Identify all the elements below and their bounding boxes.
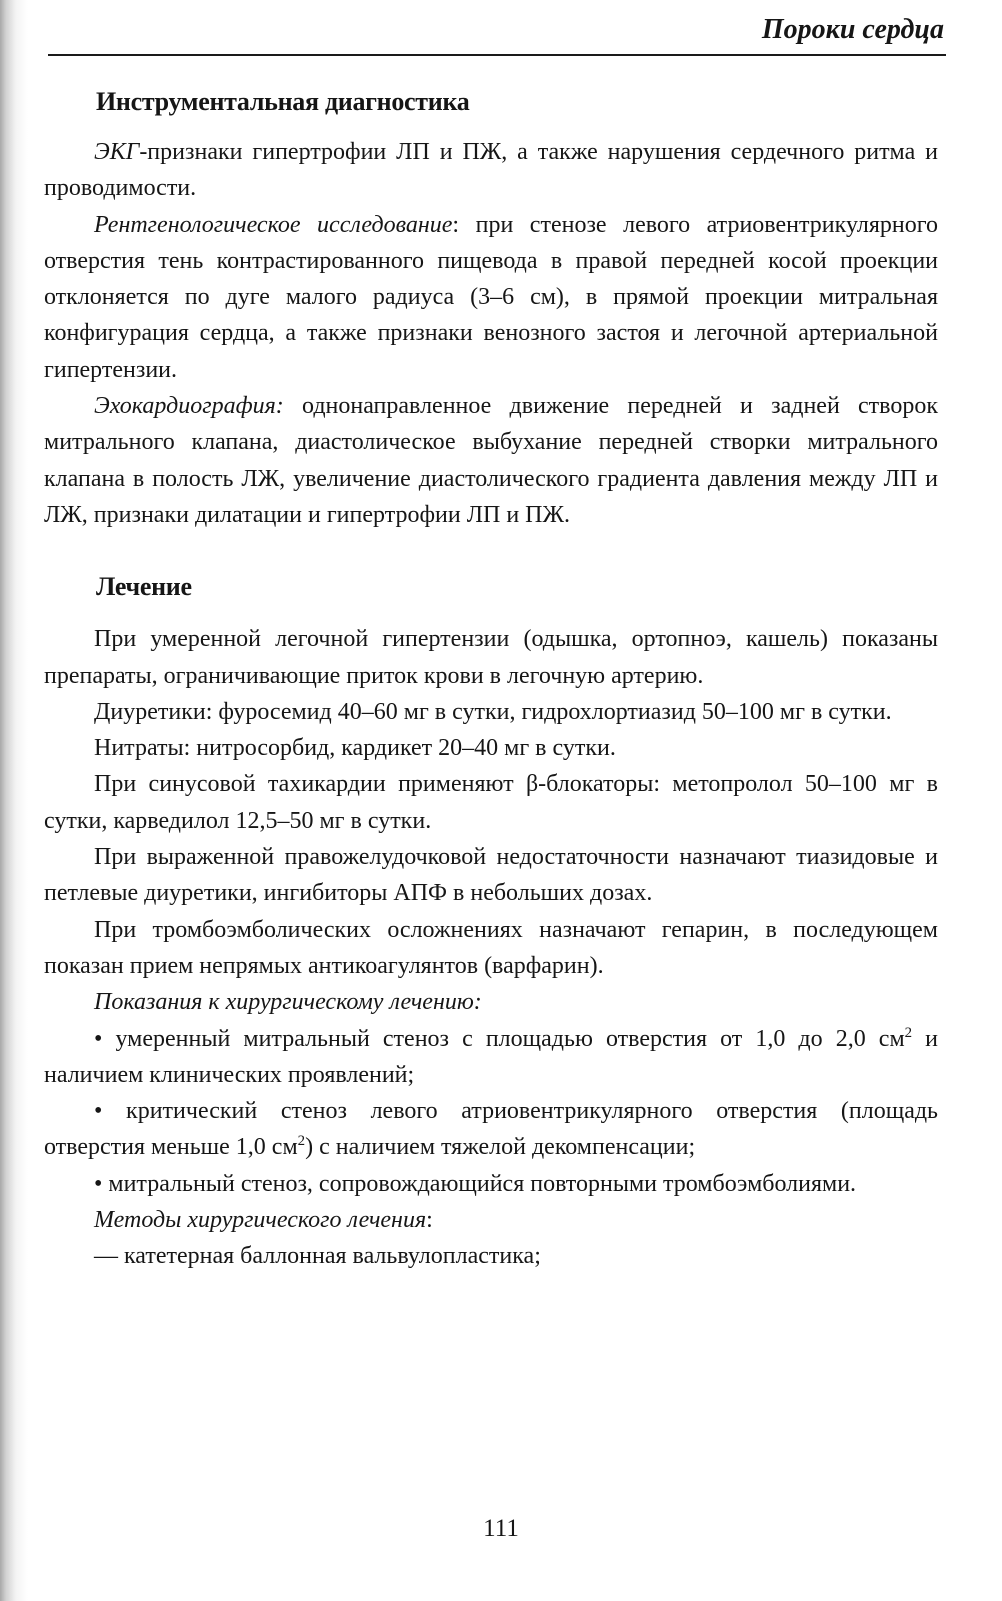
surgery-methods-colon: : [426,1207,433,1234]
xray-text: : при стенозе левого атриовентрикулярного отверстия тень контрастированного пищевода в правой передней косой проекции отклоняется по дуге малого радиуса (3–6 см), в прямой проекции митральная конфигурация сердца, а также признаки венозного застоя и легочной артериальной гипертензии. [44,211,938,383]
page-number: 111 [483,1515,519,1542]
xray-paragraph [44,207,938,388]
method-item-1: — катетерная баллонная вальвулопластика; [94,1243,541,1270]
indication-bullet-2-text: • критический стеноз левого атриовентрикулярного отверстия (площадь отверстия меньше 1,0 см [44,1098,938,1161]
echo-paragraph [44,388,938,533]
ecg-term: ЭКГ [94,139,140,165]
xray-term: Рентгенологическое исследование [94,211,453,238]
spacer [44,533,938,567]
superscript: 2 [904,1024,913,1041]
header-rule [48,54,946,56]
running-header: Пороки сердца [761,14,944,45]
treatment-heading: Лечение [96,572,192,602]
indication-bullet-1 [44,1021,938,1094]
treatment-paragraph-1: При умеренной легочной гипертензии (одышка, ортопноэ, кашель) показаны препараты, ограничивающие приток крови в легочную артерию. [44,626,938,689]
surgery-indications-heading: Показания к хирургическому лечению: [94,989,482,1016]
page-content [44,82,938,1275]
beta-blockers-paragraph: При синусовой тахикардии применяют β-блокаторы: метопролол 50–100 мг в сутки, карведилол 12,5–50 мг в сутки. [44,771,938,834]
indication-bullet-2 [44,1093,938,1166]
ecg-text: -признаки гипертрофии ЛП и ПЖ, а также нарушения сердечного ритма и проводимости. [44,139,938,202]
indication-bullet-1-text-end: и наличием клинических проявлений; [44,1025,939,1088]
echo-text: однонаправленное движение передней и задней створок митрального клапана, диастолическое выбухание передней створки митрального клапана в полость ЛЖ, увеличение диастолического градиента давления между ЛП и ЛЖ, признаки дилатации и гипертрофии ЛП и ПЖ. [44,393,938,528]
diuretics-paragraph: Диуретики: фуросемид 40–60 мг в сутки, гидрохлортиазид 50–100 мг в сутки. [94,698,892,725]
ecg-paragraph [44,134,938,207]
indication-bullet-3: • митральный стеноз, сопровождающийся повторными тромбоэмболиями. [94,1170,857,1197]
surgery-methods-label: Методы хирургического лечения [94,1207,427,1234]
right-ventricular-failure-paragraph: При выраженной правожелудочковой недостаточности назначают тиазидовые и петлевые диуретики, ингибиторы АПФ в небольших дозах. [44,844,938,907]
indication-bullet-2-text-end: ) с наличием тяжелой декомпенсации; [305,1134,696,1161]
indication-bullet-1-text: • умеренный митральный стеноз с площадью отверстия от 1,0 до 2,0 см [94,1025,905,1052]
spacer [44,122,938,134]
thromboembolism-paragraph: При тромбоэмболических осложнениях назначают гепарин, в последующем показан прием непрямых антикоагулянтов (варфарин). [44,916,938,979]
nitrates-paragraph: Нитраты: нитросорбид, кардикет 20–40 мг в сутки. [94,735,616,762]
spacer [44,607,938,621]
superscript: 2 [297,1133,306,1150]
diagnostics-heading: Инструментальная диагностика [96,87,470,116]
surgery-methods-heading [44,1202,938,1238]
echo-term: Эхокардиография: [94,393,284,420]
